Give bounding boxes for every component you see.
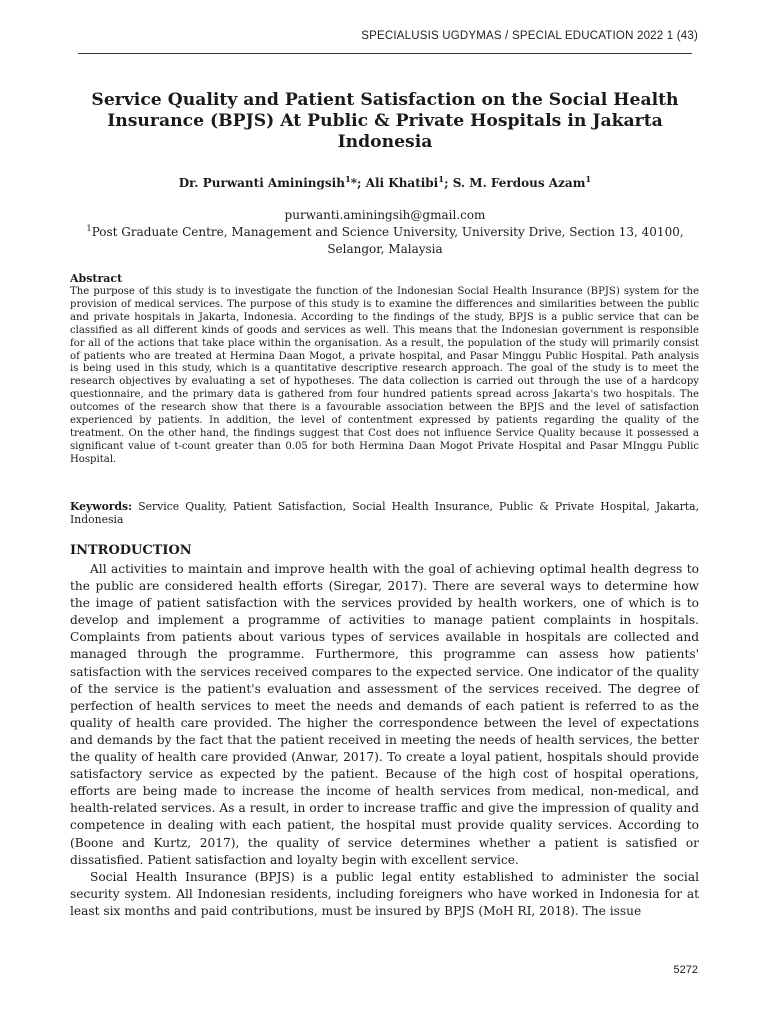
author-name: S. M. Ferdous Azam <box>452 176 586 190</box>
affiliation-line: Selangor, Malaysia <box>327 242 443 256</box>
paragraph: Social Health Insurance (BPJS) is a public legal entity established to administer the social security system. All Indonesian residents, including foreigners who have worked in Indonesia for at least six months and paid contributions, must be insured by BPJS (MoH RI, 2018). The issue <box>70 869 699 918</box>
author-affiliation-mark: 1 <box>344 174 351 184</box>
body-text <box>70 561 699 920</box>
section-heading: INTRODUCTION <box>70 543 192 558</box>
running-head: SPECIALUSIS UGDYMAS / SPECIAL EDUCATION 2022 1 (43) <box>361 30 698 42</box>
affiliation-mark: 1 <box>86 223 92 233</box>
author-name: Ali Khatibi <box>365 176 439 190</box>
affiliation-block <box>70 207 700 258</box>
keywords-text: Service Quality, Patient Satisfaction, Social Health Insurance, Public & Private Hospital, Jakarta, Indonesia <box>70 500 699 526</box>
corresponding-mark: * <box>350 176 358 190</box>
header-rule <box>78 53 692 54</box>
paper-title: Service Quality and Patient Satisfaction on the Social Health Insurance (BPJS) At Public & Private Hospitals in Jakarta Indonesia <box>91 90 679 152</box>
abstract-heading: Abstract <box>70 272 123 285</box>
author-name: Dr. Purwanti Aminingsih <box>178 176 345 190</box>
author-email[interactable]: purwanti.aminingsih@gmail.com <box>284 208 486 222</box>
keywords-label: Keywords: <box>70 500 133 513</box>
affiliation-line: Post Graduate Centre, Management and Science University, University Drive, Section 13, 40100, <box>91 225 684 239</box>
author-affiliation-mark: 1 <box>438 174 445 184</box>
page-number: 5272 <box>673 964 698 976</box>
abstract-text: The purpose of this study is to investigate the function of the Indonesian Social Health Insurance (BPJS) system for the provision of medical services. The purpose of this study is to examine the differences and similarities between the public and private hospitals in Jakarta, Indonesia. According to the findings of the study, BPJS is a public service that can be classified as all different kinds of goods and services as well. This means that the Indonesian government is responsible for all of the actions that take place within the organisation. As a result, the population of the study will primarily consist of patients who are treated at Hermina Daan Mogot, a private hospital, and Pasar Minggu Public Hospital. Path analysis is being used in this study, which is a quantitative descriptive research approach. The goal of the study is to meet the research objectives by evaluating a set of hypotheses. The data collection is carried out through the use of a hardcopy questionnaire, and the primary data is gathered from four hundred patients spread across Jakarta's two hospitals. The outcomes of the research show that there is a favourable association between the BPJS and the level of satisfaction experienced by patients. In addition, the level of contentment expressed by patients regarding the quality of the treatment. On the other hand, the findings suggest that Cost does not influence Service Quality because it possessed a significant value of t-count greater than 0.05 for both Hermina Daan Mogot Private Hospital and Pasar MInggu Public Hospital. <box>70 286 699 465</box>
author-list: Dr. Purwanti Aminingsih$^1$*; Ali Khatibi$^1$; S. M. Ferdous Azam$^1$ <box>178 174 592 190</box>
keywords <box>70 500 699 526</box>
author-affiliation-mark: 1 <box>585 174 592 184</box>
paragraph: All activities to maintain and improve health with the goal of achieving optimal health degress to the public are considered health efforts (Siregar, 2017). There are several ways to determine how the image of patient satisfaction with the services provided by health workers, one of which is to develop and implement a programme of activities to manage patient complaints in hospitals. Complaints from patients about various types of services available in hospitals are collected and managed through the programme. Furthermore, this programme can assess how patients' satisfaction with the services received compares to the expected service. One indicator of the quality of the service is the patient's evaluation and assessment of the services received. The degree of perfection of health services to meet the needs and demands of each patient is referred to as the quality of health care provided. The higher the correspondence between the level of expectations and demands by the fact that the patient received in meeting the needs of health services, the better the quality of health care provided (Anwar, 2017). To create a loyal patient, hospitals should provide satisfactory service as expected by the patient. Because of the high cost of hospital operations, efforts are being made to increase the income of health services from medical, non-medical, and health-related services. As a result, in order to increase traffic and give the impression of quality and competence in dealing with each patient, the hospital must provide quality services. According to (Boone and Kurtz, 2017), the quality of service determines whether a patient is satisfied or dissatisfied. Patient satisfaction and loyalty begin with excellent service. <box>70 562 699 867</box>
